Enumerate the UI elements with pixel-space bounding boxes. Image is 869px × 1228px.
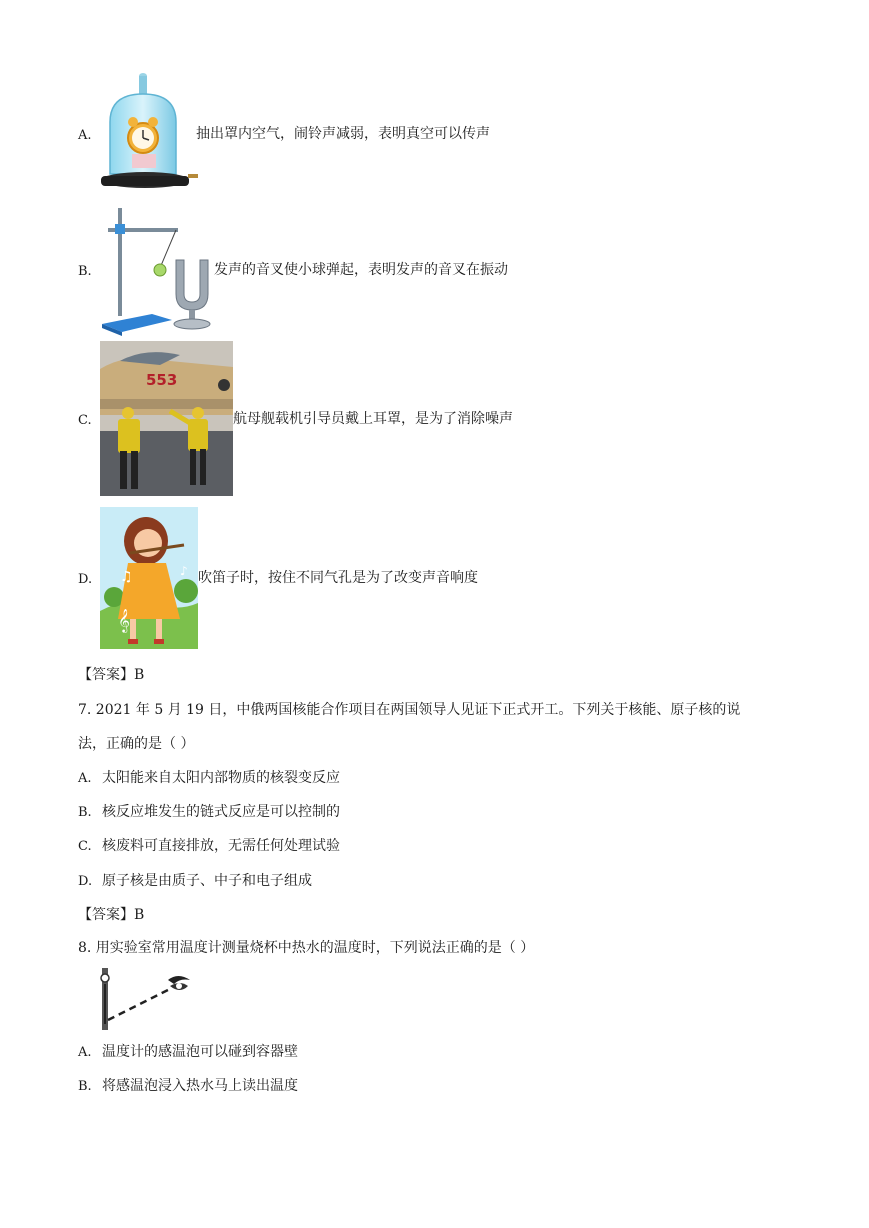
q7-option-b-text: 核反应堆发生的链式反应是可以控制的 — [102, 804, 340, 820]
option-b-text: 发声的音叉使小球弹起，表明发声的音叉在振动 — [214, 262, 508, 278]
q7-option-d-text: 原子核是由质子、中子和电子组成 — [102, 873, 312, 889]
q8-stem: 8. 用实验室常用温度计测量烧杯中热水的温度时，下列说法正确的是（ ） — [78, 940, 535, 956]
q8-option-b-text: 将感温泡浸入热水马上读出温度 — [102, 1078, 298, 1094]
jet-number: 553 — [146, 371, 178, 389]
q7-stem-line2: 法，正确的是（ ） — [78, 736, 195, 752]
q7-option-c-letter: C. — [78, 839, 92, 854]
option-a-letter: A. — [78, 128, 92, 143]
option-d-text: 吹笛子时，按住不同气孔是为了改变声音响度 — [198, 570, 478, 586]
svg-text:♪: ♪ — [180, 564, 188, 578]
carrier-deck-photo — [100, 341, 233, 496]
option-c-text: 航母舰载机引导员戴上耳罩，是为了消除噪声 — [233, 411, 513, 427]
answer-7: 【答案】B — [78, 907, 145, 923]
q8-option-a-text: 温度计的感温泡可以碰到容器壁 — [102, 1044, 298, 1060]
answer-6: 【答案】B — [78, 667, 145, 683]
q7-stem-line1: 7. 2021 年 5 月 19 日，中俄两国核能合作项目在两国领导人见证下正式开工。下列关于核能、原子核的说 — [78, 702, 741, 718]
q8-option-a-letter: A. — [78, 1045, 92, 1060]
option-c-letter: C. — [78, 413, 92, 428]
bell-jar-figure — [100, 72, 198, 196]
q7-option-b-letter: B. — [78, 805, 92, 820]
q7-option-a-text: 太阳能来自太阳内部物质的核裂变反应 — [102, 770, 340, 786]
q7-option-c-text: 核废料可直接排放，无需任何处理试验 — [102, 838, 340, 854]
thermometer-figure — [96, 964, 196, 1032]
option-d-letter: D. — [78, 572, 93, 587]
svg-text:𝄞: 𝄞 — [118, 608, 130, 632]
tuning-fork-figure — [100, 206, 214, 336]
q7-option-d-letter: D. — [78, 874, 93, 889]
option-b-letter: B. — [78, 264, 92, 279]
option-a-text: 抽出罩内空气，闹铃声减弱，表明真空可以传声 — [196, 126, 490, 142]
q8-option-b-letter: B. — [78, 1079, 92, 1094]
svg-text:♫: ♫ — [120, 569, 133, 585]
q7-option-a-letter: A. — [78, 771, 92, 786]
flute-girl-figure — [100, 507, 198, 649]
